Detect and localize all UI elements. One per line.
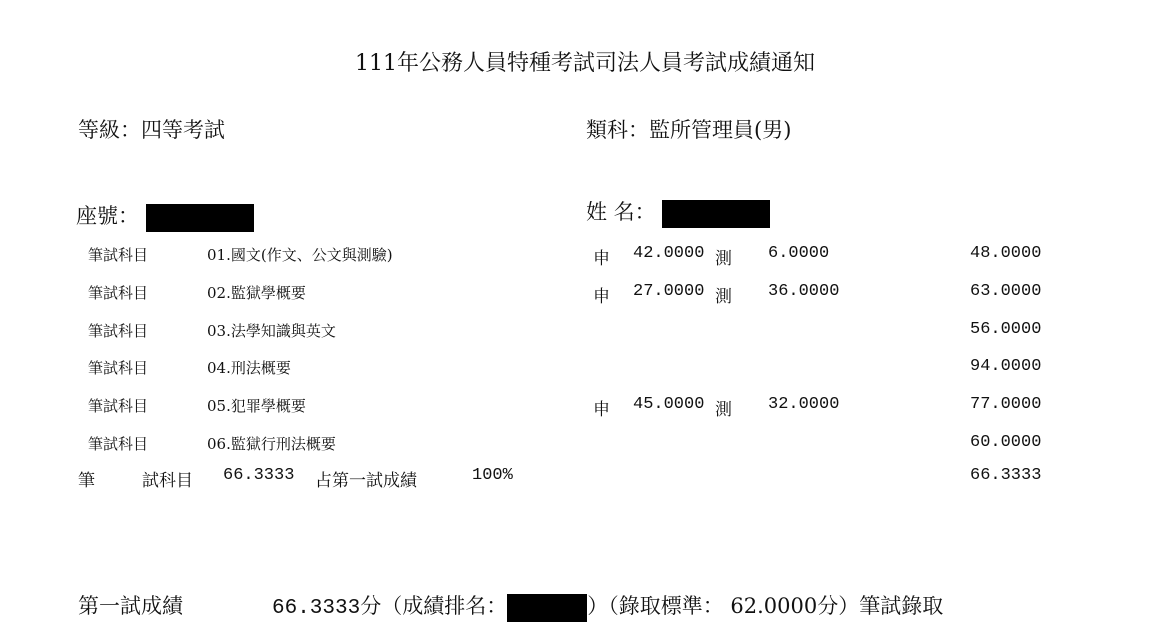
test-marker: 測	[715, 400, 732, 420]
level-field	[78, 114, 225, 144]
test-marker: 測	[715, 287, 732, 307]
name-redaction	[662, 200, 770, 228]
seat-redaction	[146, 204, 254, 232]
final-result-line	[272, 590, 943, 622]
essay-score: 27.0000	[633, 282, 705, 301]
subject-type: 筆試科目	[88, 284, 149, 302]
subject-type: 筆試科目	[88, 246, 149, 264]
essay-score: 42.0000	[633, 244, 705, 263]
summary-score: 66.3333	[223, 466, 295, 485]
subject-name: 03.法學知識與英文	[207, 322, 336, 340]
page-title: 111年公務人員特種考試司法人員考試成績通知	[355, 51, 815, 76]
rank-close: ）	[587, 594, 609, 618]
subject-total: 60.0000	[970, 433, 1042, 452]
subject-row	[0, 357, 1170, 387]
exam-result: 筆試錄取	[859, 594, 944, 618]
final-label: 第一試成績	[78, 594, 183, 618]
summary-row	[0, 466, 1170, 496]
admission-standard: （錄取標準： 62.0000分）	[608, 594, 860, 618]
subject-row	[0, 244, 1170, 274]
name-field	[586, 196, 770, 228]
subject-total: 56.0000	[970, 320, 1042, 339]
subject-row	[0, 395, 1170, 425]
level-label: 等級：	[78, 118, 141, 142]
test-score: 36.0000	[768, 282, 840, 301]
subject-name: 05.犯罪學概要	[207, 397, 306, 415]
test-score: 32.0000	[768, 395, 840, 414]
summary-weight: 100%	[472, 466, 513, 485]
subject-type: 筆試科目	[88, 435, 149, 453]
summary-label: 試科目	[142, 471, 193, 491]
name-label: 姓 名：	[586, 200, 656, 224]
subject-type: 筆試科目	[88, 359, 149, 377]
category-value: 監所管理員(男)	[649, 118, 792, 142]
essay-marker: 申	[593, 249, 610, 269]
subject-total: 48.0000	[970, 244, 1042, 263]
subject-total: 77.0000	[970, 395, 1042, 414]
essay-marker: 申	[593, 400, 610, 420]
essay-score: 45.0000	[633, 395, 705, 414]
rank-open: （成績排名：	[381, 594, 508, 618]
test-marker: 測	[715, 249, 732, 269]
subject-name: 06.監獄行刑法概要	[207, 435, 336, 453]
subject-name: 04.刑法概要	[207, 359, 291, 377]
level-value: 四等考試	[141, 118, 225, 142]
category-label: 類科：	[586, 118, 649, 142]
summary-prefix: 筆	[78, 471, 95, 491]
essay-marker: 申	[593, 287, 610, 307]
subject-type: 筆試科目	[88, 322, 149, 340]
subject-name: 02.監獄學概要	[207, 284, 306, 302]
seat-field	[76, 200, 254, 232]
subject-row	[0, 433, 1170, 463]
subject-total: 63.0000	[970, 282, 1042, 301]
subject-total: 94.0000	[970, 357, 1042, 376]
final-score: 66.3333分	[272, 597, 382, 620]
test-score: 6.0000	[768, 244, 830, 263]
category-field	[586, 114, 791, 144]
subject-name: 01.國文(作文、公文與測驗)	[207, 246, 393, 264]
subject-type: 筆試科目	[88, 397, 149, 415]
rank-redaction	[507, 594, 587, 622]
seat-label: 座號：	[76, 204, 139, 228]
subject-row	[0, 282, 1170, 312]
summary-total: 66.3333	[970, 466, 1042, 485]
subject-row	[0, 320, 1170, 350]
summary-weight-text: 占第一試成績	[315, 471, 417, 491]
